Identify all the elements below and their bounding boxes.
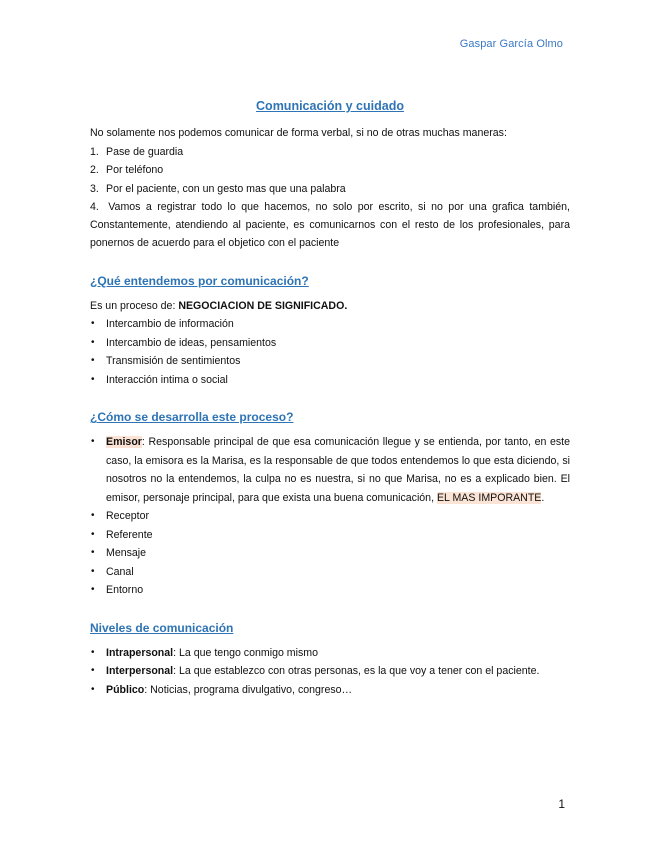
section1-bullet-list	[90, 315, 570, 389]
bullet-item	[90, 352, 570, 371]
bullet-icon: •	[91, 436, 95, 448]
header-author: Gaspar García Olmo	[459, 38, 563, 50]
emisor-term: Emisor	[106, 436, 142, 449]
bullet-text: Entorno	[106, 584, 144, 597]
document-title: Comunicación y cuidado	[256, 99, 404, 113]
intro-paragraph: No solamente nos podemos comunicar de forma verbal, si no de otras muchas maneras:	[90, 127, 507, 139]
level-text: : La que establezco con otras personas, es la que voy a tener con el paciente.	[173, 665, 540, 678]
level-text: : Noticias, programa divulgativo, congreso…	[144, 683, 353, 696]
bullet-text: Intercambio de información	[106, 318, 234, 331]
bullet-text: Receptor	[106, 510, 149, 523]
emisor-highlight: EL MAS IMPORANTE	[436, 491, 542, 504]
bullet-icon: •	[91, 336, 95, 348]
emisor-text: : Responsable principal de que esa comunicación llegue y se entienda, por tanto, en este caso, la emisora es la Marisa, es la responsable de que todos entendemos lo que esta diciendo, si nosotros no la entendemos, la culpa no es nuestra, si no que Marisa, no es a explicado bien. El emisor, personaje principal, para que exista una buena comunicación,	[106, 436, 570, 504]
item-text: Por teléfono	[106, 164, 164, 176]
document-body	[90, 97, 570, 699]
section-heading-levels: Niveles de comunicación	[90, 620, 234, 635]
bullet-item	[90, 334, 570, 353]
bullet-text: Referente	[106, 528, 153, 541]
bullet-icon: •	[91, 355, 95, 367]
bullet-text: Intercambio de ideas, pensamientos	[106, 336, 277, 349]
item-number: 2.	[90, 164, 99, 176]
bullet-icon: •	[91, 528, 95, 540]
numbered-item	[90, 143, 570, 162]
bullet-icon: •	[91, 373, 95, 385]
bullet-text: Mensaje	[106, 547, 147, 560]
bullet-item	[90, 544, 570, 563]
bullet-item-emisor	[90, 433, 570, 507]
section1-lead	[90, 297, 570, 316]
bullet-icon: •	[91, 547, 95, 559]
bullet-item	[90, 315, 570, 334]
item-number: 1.	[90, 145, 99, 158]
item-number: 4.	[90, 201, 99, 213]
bullet-item	[90, 644, 570, 663]
bullet-item	[90, 507, 570, 526]
section-heading-communication: ¿Qué entendemos por comunicación?	[90, 273, 309, 288]
numbered-item	[90, 161, 570, 180]
level-text: : La que tengo conmigo mismo	[173, 646, 318, 659]
bullet-item	[90, 681, 570, 700]
level-term: Público	[106, 683, 145, 696]
bullet-icon: •	[91, 646, 95, 658]
item-text: Pase de guardia	[106, 145, 184, 158]
bullet-icon: •	[91, 665, 95, 677]
item-text: Por el paciente, con un gesto mas que una palabra	[106, 182, 346, 195]
bullet-icon: •	[91, 510, 95, 522]
bullet-item	[90, 371, 570, 390]
bullet-text: Transmisión de sentimientos	[106, 355, 241, 368]
level-term: Interpersonal	[106, 665, 174, 678]
bullet-item	[90, 563, 570, 582]
section-heading-process: ¿Cómo se desarrolla este proceso?	[90, 410, 294, 425]
section2-bullet-list	[90, 433, 570, 600]
item-text: Vamos a registrar todo lo que hacemos, no solo por escrito, si no por una grafica también, Constantemente, atendiendo al paciente, es comunicarnos con el resto de los profesionales, para ponernos de acuerdo para el objetico con el paciente	[90, 201, 570, 250]
page-number: 1	[558, 797, 565, 811]
bullet-item	[90, 581, 570, 600]
section3-bullet-list	[90, 644, 570, 700]
bullet-item	[90, 662, 570, 681]
bullet-item	[90, 526, 570, 545]
intro-numbered-list	[90, 143, 570, 253]
bullet-icon: •	[91, 565, 95, 577]
bullet-text: Interacción intima o social	[106, 373, 228, 386]
numbered-item	[90, 180, 570, 199]
lead-prefix: Es un proceso de:	[90, 299, 179, 312]
level-term: Intrapersonal	[106, 646, 174, 659]
bullet-icon: •	[91, 584, 95, 596]
numbered-item	[90, 198, 570, 253]
lead-bold: NEGOCIACION DE SIGNIFICADO.	[178, 299, 348, 312]
emisor-end: .	[541, 491, 545, 504]
item-number: 3.	[90, 182, 99, 195]
bullet-text: Canal	[106, 565, 134, 578]
bullet-icon: •	[91, 683, 95, 695]
bullet-icon: •	[91, 318, 95, 330]
